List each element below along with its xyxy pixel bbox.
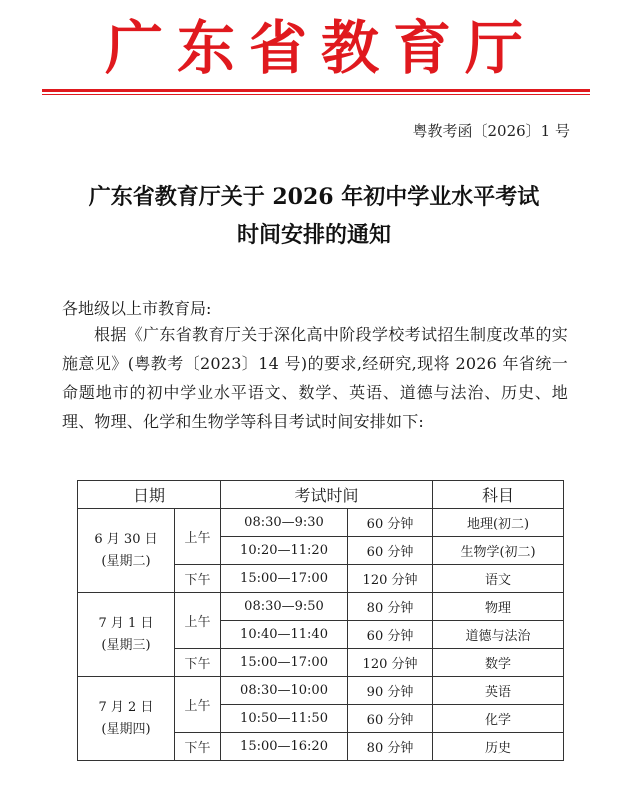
header-time: 考试时间 [221, 481, 433, 509]
cell-duration: 60 分钟 [348, 509, 433, 537]
cell-time: 10:40—11:40 [221, 621, 348, 649]
cell-subject: 化学 [433, 705, 564, 733]
body-paragraph: 根据《广东省教育厅关于深化高中阶段学校考试招生制度改革的实施意见》(粤教考〔2023〕14 号)的要求,经研究,现将 2026 年省统一命题地市的初中学业水平语文、数学、英语、道德与法治、历史、地理、物理、化学和生物学等科目考试时间安排如下: [62, 325, 568, 431]
date-text: 7 月 2 日 [98, 699, 154, 715]
cell-duration: 120 分钟 [348, 565, 433, 593]
date-cell [78, 677, 175, 761]
cell-duration: 80 分钟 [348, 733, 433, 761]
weekday-text: (星期三) [101, 637, 151, 653]
cell-subject: 英语 [433, 677, 564, 705]
masthead [0, 8, 628, 88]
table-row [78, 677, 564, 705]
period-am: 上午 [175, 509, 221, 565]
cell-time: 10:20—11:20 [221, 537, 348, 565]
table-body [78, 509, 564, 761]
cell-duration: 80 分钟 [348, 593, 433, 621]
document-number: 粤教考函〔2026〕1 号 [412, 122, 570, 140]
cell-time: 08:30—10:00 [221, 677, 348, 705]
document-title [40, 178, 588, 254]
period-pm: 下午 [175, 649, 221, 677]
cell-duration: 60 分钟 [348, 705, 433, 733]
period-pm: 下午 [175, 565, 221, 593]
cell-time: 15:00—16:20 [221, 733, 348, 761]
masthead-title: 广东省教育厅 [104, 14, 537, 82]
table-row [78, 593, 564, 621]
cell-subject: 物理 [433, 593, 564, 621]
header-date: 日期 [78, 481, 221, 509]
cell-duration: 90 分钟 [348, 677, 433, 705]
cell-time: 10:50—11:50 [221, 705, 348, 733]
cell-duration: 60 分钟 [348, 537, 433, 565]
table-header-row [78, 481, 564, 509]
header-subject: 科目 [433, 481, 564, 509]
period-am: 上午 [175, 677, 221, 733]
weekday-text: (星期二) [101, 553, 151, 569]
cell-time: 15:00—17:00 [221, 649, 348, 677]
cell-subject: 道德与法治 [433, 621, 564, 649]
cell-subject: 数学 [433, 649, 564, 677]
cell-time: 08:30—9:50 [221, 593, 348, 621]
cell-duration: 120 分钟 [348, 649, 433, 677]
date-cell [78, 593, 175, 677]
salutation: 各地级以上市教育局: [62, 299, 212, 318]
cell-time: 15:00—17:00 [221, 565, 348, 593]
cell-subject: 生物学(初二) [433, 537, 564, 565]
cell-subject: 地理(初二) [433, 509, 564, 537]
date-cell [78, 509, 175, 593]
weekday-text: (星期四) [101, 721, 151, 737]
title-line-1: 广东省教育厅关于 2026 年初中学业水平考试 [88, 184, 540, 210]
date-text: 7 月 1 日 [98, 615, 154, 631]
period-am: 上午 [175, 593, 221, 649]
red-divider-thick [42, 89, 590, 92]
cell-duration: 60 分钟 [348, 621, 433, 649]
cell-subject: 历史 [433, 733, 564, 761]
cell-subject: 语文 [433, 565, 564, 593]
red-divider-thin [42, 94, 590, 95]
cell-time: 08:30—9:30 [221, 509, 348, 537]
exam-schedule-table [77, 480, 564, 761]
date-text: 6 月 30 日 [94, 531, 158, 547]
period-pm: 下午 [175, 733, 221, 761]
title-line-2: 时间安排的通知 [236, 222, 391, 248]
table-row [78, 509, 564, 537]
